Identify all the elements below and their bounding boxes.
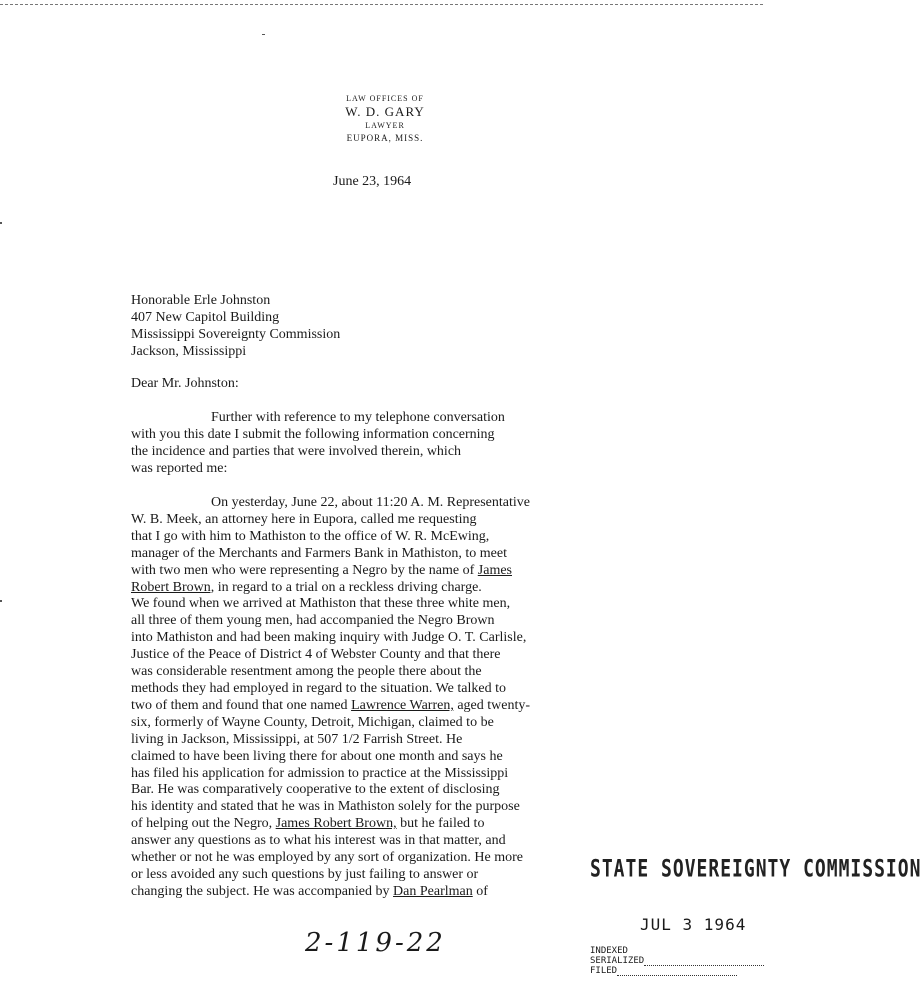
status-label: INDEXED [590,946,628,956]
paragraph-line: Further with reference to my telephone conversation [211,410,505,425]
paragraph-line: the incidence and parties that were involved therein, which [131,443,462,459]
paragraph-line [131,580,530,597]
paragraph-line [131,563,530,580]
paragraph-line: On yesterday, June 22, about 11:20 A. M. Representative [211,495,530,510]
paragraph-line: or less avoided any such questions by just failing to answer or [131,866,479,882]
paragraph-line: was considerable resentment among the people there about the [131,664,482,680]
letterhead-city: EUPORA, MISS. [346,133,424,143]
paragraph-line: was reported me: [131,460,228,476]
text-run: but he failed to [396,816,485,832]
letterhead-name: W. D. GARY [345,104,425,119]
paragraph-line: into Mathiston and had been making inquiry with Judge O. T. Carlisle, [131,630,527,646]
salutation: Dear Mr. Johnston: [131,376,239,391]
status-row-filed [590,966,764,976]
status-row-serialized [590,956,764,966]
underlined-name: Dan Pearlman [393,883,473,899]
text-run: two of them and found that one named [131,697,352,713]
dotted-line [617,975,737,976]
paragraph-line: Bar. He was comparatively cooperative to the extent of disclosing [131,782,500,798]
letterhead [300,94,470,143]
text-run: in regard to a trial on a reckless driving charge. [214,579,482,595]
address-line: Honorable Erle Johnston [131,293,271,308]
paragraph-line: all three of them young men, had accompanied the Negro Brown [131,613,495,629]
text-run: changing the subject. He was accompanied by [131,883,394,899]
status-label: SERIALIZED [590,956,645,966]
recipient-address [131,292,340,360]
paragraph-line: answer any questions as to what his interest was in that matter, and [131,833,506,849]
paragraph-line: his identity and stated that he was in Mathiston solely for the purpose [131,799,520,815]
paragraph-line [131,698,530,715]
text-run: of helping out the Negro, [131,816,276,832]
received-date-stamp: JUL 3 1964 [640,915,747,934]
paragraph-line [131,816,530,833]
text-run: aged twenty- [453,697,531,713]
scan-speck [262,34,265,35]
paragraph-line: Justice of the Peace of District 4 of Webster County and that there [131,647,501,663]
letterhead-title: LAWYER [365,121,405,130]
address-line: Jackson, Mississippi [131,344,247,359]
status-row-indexed [590,946,764,956]
underlined-name: James Robert Brown, [275,816,397,832]
paragraph-line: with you this date I submit the following information concerning [131,426,495,442]
paragraph-line: whether or not he was employed by any sort of organization. He more [131,850,524,866]
scan-speck [0,600,2,602]
scan-speck [0,222,2,224]
underlined-name: Robert Brown, [131,579,215,595]
text-run: with two men who were representing a Negro by the name of [131,562,478,578]
paragraph-line: that I go with him to Mathiston to the office of W. R. McEwing, [131,528,490,544]
page-top-border [0,4,763,5]
paragraph-line: living in Jackson, Mississippi, at 507 1/2 Farrish Street. He [131,731,463,747]
letterhead-firm-label: LAW OFFICES OF [346,94,424,103]
paragraph-line: claimed to have been living there for about one month and says he [131,748,503,764]
address-line: Mississippi Sovereignty Commission [131,327,341,342]
filing-status-box [590,946,764,976]
underlined-name: Lawrence Warren, [351,697,454,713]
paragraph-line: six, formerly of Wayne County, Detroit, Michigan, claimed to be [131,714,494,730]
sovereignty-commission-stamp: STATE SOVEREIGNTY COMMISSION [590,855,921,884]
address-line: 407 New Capitol Building [131,310,280,325]
underlined-name: James [477,562,512,578]
status-label: FILED [590,966,618,976]
handwritten-file-number: 2-119-22 [305,928,446,958]
letter-date: June 23, 1964 [333,174,412,189]
text-run: of [472,883,488,899]
paragraph-line: We found when we arrived at Mathiston that these three white men, [131,596,511,612]
paragraph-report [131,495,530,901]
paragraph-line: has filed his application for admission to practice at the Mississippi [131,765,509,781]
paragraph-line: W. B. Meek, an attorney here in Eupora, called me requesting [131,511,477,527]
paragraph-line: manager of the Merchants and Farmers Bank in Mathiston, to meet [131,545,507,561]
paragraph-line [131,884,530,901]
paragraph-intro [131,410,505,478]
paragraph-line: methods they had employed in regard to the situation. We talked to [131,680,506,696]
